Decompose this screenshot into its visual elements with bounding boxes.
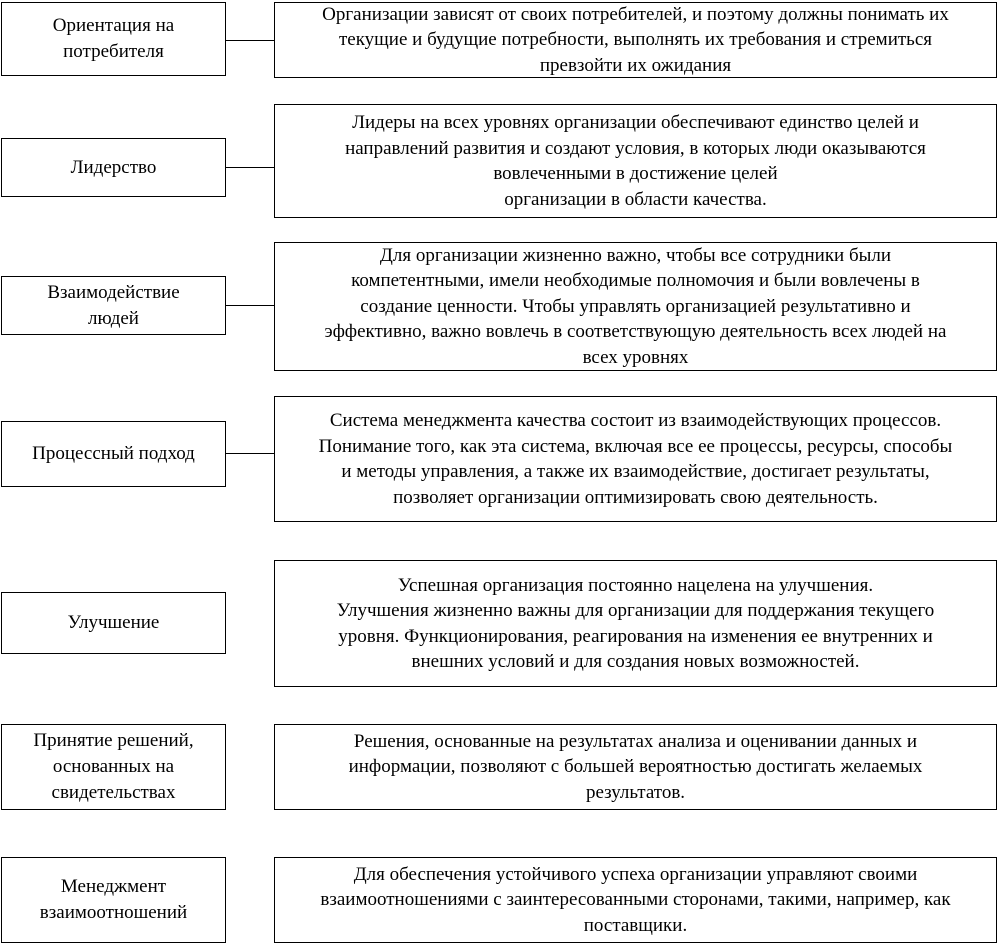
- principle-box-relationship-management: [1, 857, 226, 943]
- connector-line: [226, 167, 274, 168]
- principle-description: Организации зависят от своих потребителей, и поэтому должны понимать их текущие и будущие потребности, выполнять их требования и стремиться превзойти их ожидания: [322, 3, 949, 76]
- principle-title: Принятие решений, основанных на свидетельствах: [33, 730, 194, 803]
- description-box-process-approach: [274, 396, 997, 522]
- description-box-customer-focus: [274, 2, 997, 78]
- principle-title: Ориентация на потребителя: [52, 15, 175, 62]
- principle-description: Решения, основанные на результатах анализа и оценивании данных и информации, позволяют с большей вероятностью достигать желаемых результатов.: [348, 730, 923, 803]
- description-box-improvement: [274, 560, 997, 687]
- principle-title: Процессный подход: [32, 443, 195, 464]
- connector-line: [226, 40, 274, 41]
- principle-title: Улучшение: [67, 612, 160, 633]
- principle-box-customer-focus: [1, 2, 226, 76]
- connector-line: [226, 453, 274, 454]
- description-box-relationship-management: [274, 857, 997, 943]
- principle-box-evidence-based-decisions: [1, 724, 226, 810]
- principle-title: Менеджмент взаимоотношений: [39, 876, 188, 923]
- principle-box-engagement: [1, 276, 226, 335]
- description-box-evidence-based-decisions: [274, 724, 997, 810]
- principle-title: Взаимодействие людей: [47, 281, 180, 329]
- principle-description: Для организации жизненно важно, чтобы все сотрудники были компетентными, имели необходимые полномочия и были вовлечены в создание ценности. Чтобы управлять организацией результативно и эффективно, важно вовлечь в соответствующую деятельность всех людей на всех уровнях: [324, 244, 947, 368]
- connector-line: [226, 305, 274, 306]
- principle-description: Система менеджмента качества состоит из взаимодействующих процессов. Понимание того, как эта система, включая все ее процессы, ресурсы, способы и методы управления, а также их взаимодействие, достигает результаты, позволяет организации оптимизировать свою деятельность.: [318, 410, 953, 508]
- description-box-engagement: [274, 242, 997, 371]
- principle-box-process-approach: [1, 421, 226, 487]
- principle-box-improvement: [1, 592, 226, 654]
- principle-description: Лидеры на всех уровнях организации обеспечивают единство целей и направлений развития и создают условия, в которых люди оказываются вовлеченными в достижение целей организации в области качества.: [345, 112, 926, 210]
- principle-title: Лидерство: [70, 156, 157, 178]
- principle-box-leadership: [1, 138, 226, 197]
- principle-description: Для обеспечения устойчивого успеха организации управляют своими взаимоотношениями с заинтересованными сторонами, такими, например, как поставщики.: [320, 863, 951, 936]
- principle-description: Успешная организация постоянно нацелена на улучшения. Улучшения жизненно важны для организации для поддержания текущего уровня. Функционирования, реагирования на изменения ее внутренних и внешних условий и для создания новых возможностей.: [336, 574, 935, 672]
- description-box-leadership: [274, 104, 997, 218]
